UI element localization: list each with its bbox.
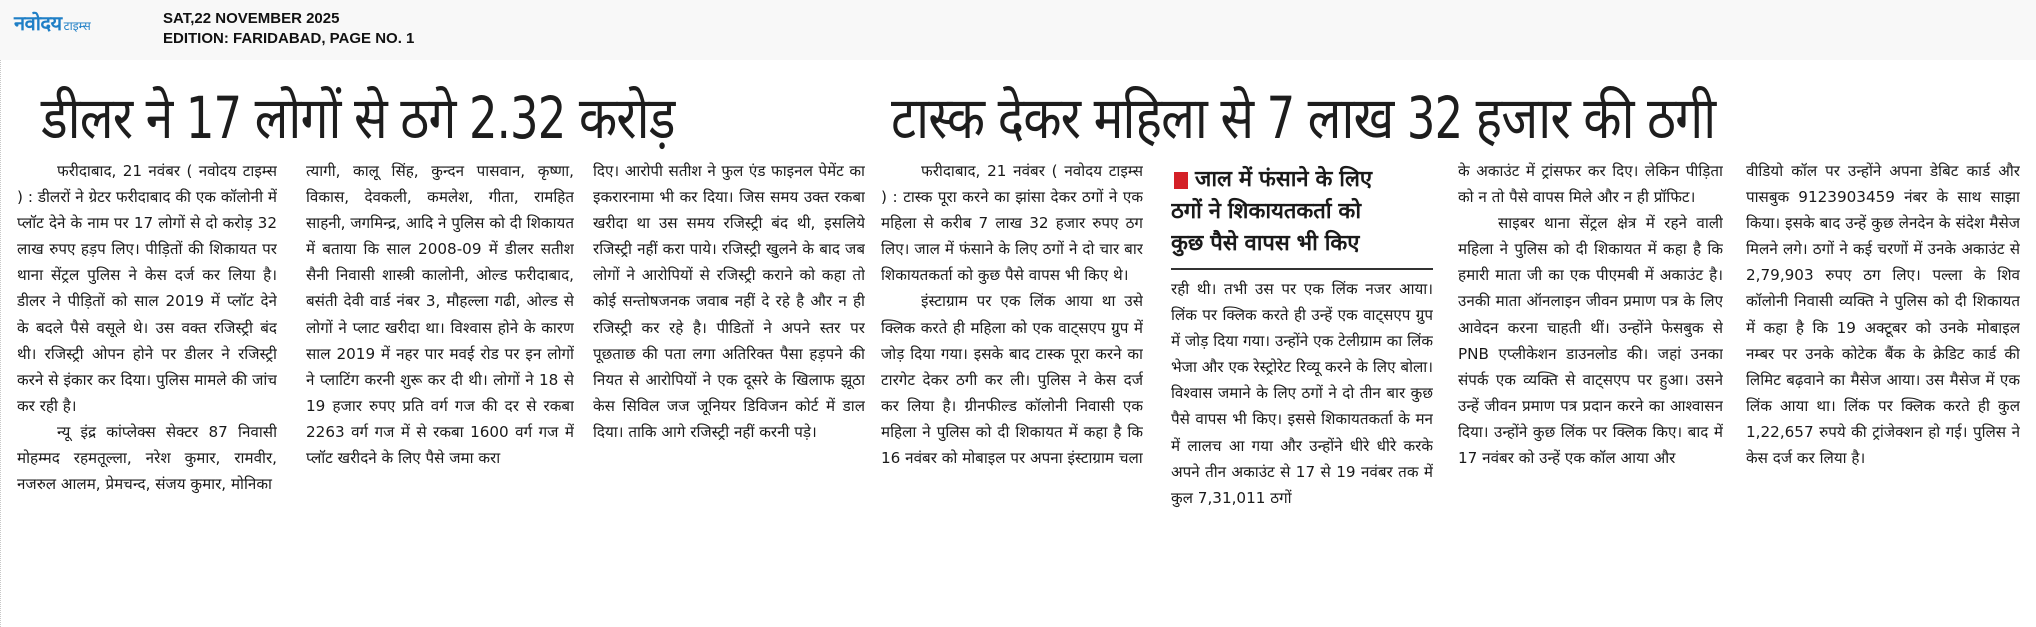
story2-subheadline: [1171, 160, 1433, 270]
story1-col1-para1: फरीदाबाद, 21 नवंबर ( नवोदय टाइम्स ) : डीलरों ने ग्रेटर फरीदाबाद की एक कॉलोनी में प्लॉट देने के नाम पर 17 लोगों से दो करोड़ 32 लाख रुपए हड़प लिए। पीड़ितों की शिकायत पर थाना सेंट्रल पुलिस ने केस दर्ज कर लिया है। डीलर ने पीड़ितों को साल 2019 में प्लॉट देने के बदले पैसे वसूले थे। उस वक्त रजिस्ट्री बंद थी। रजिस्ट्री ओपन होने पर डीलर ने रजिस्ट्री करने से इंकार कर दिया। पुलिस मामले की जांच कर रही है।: [17, 162, 277, 415]
subheadline-line-3: कुछ पैसे वापस भी किए: [1171, 231, 1360, 256]
story2-col3-para1: के अकाउंट में ट्रांसफर कर दिए। लेकिन पीड़िता को न तो पैसे वापस मिले और न ही प्रॉफिट।: [1458, 162, 1723, 207]
story1-column-1: [17, 158, 277, 627]
newspaper-page: [0, 60, 2036, 627]
logo-sub-text: टाइम्स: [63, 19, 91, 33]
edition-info: [163, 9, 414, 49]
story2-col3-para2: साइबर थाना सेंट्रल क्षेत्र में रहने वाली महिला ने पुलिस को दी शिकायत में कहा है कि हमारी माता जी का एक पीएमबी में अकाउंट है। उनकी माता ऑनलाइन जीवन प्रमाण पत्र के लिए आवेदन करना चाहती थीं। उन्होंने फेसबुक से PNB एप्लीकेशन डाउनलोड की। जहां उनका संपर्क एक व्यक्ति से वाट्सएप पर हुआ। उसने उन्हें जीवन प्रमाण पत्र प्रदान करने का आश्वासन दिया। उन्होंने कुछ लिंक पर क्लिक किए। बाद में 17 नवंबर को उन्हें एक कॉल आया और: [1458, 214, 1723, 468]
story2-column-2: [1171, 160, 1433, 627]
story1-col3-para1: दिए। आरोपी सतीश ने फुल एंड फाइनल पेमेंट का इकरारनामा भी कर दिया। जिस समय उक्त रकबा खरीदा था उस समय रजिस्ट्री बंद थी, इसलिये रजिस्ट्री नहीं करा पाये। रजिस्ट्री खुलने के बाद जब लोगों ने आरोपियों से रजिस्ट्री कराने को कहा तो कोई सन्तोषजनक जवाब नहीं दे रहे है और न ही रजिस्ट्री कर रहे है। पीडितों ने अपने स्तर पर पूछताछ की पता लगा अतिरिक्त पैसा हड़पने की नियत से आरोपियों ने एक दूसरे के खिलाफ झूठा केस सिविल जज जूनियर डिविजन कोर्ट में डाल दिया। ताकि आगे रजिस्ट्री नहीं करनी पड़े।: [593, 162, 865, 441]
story1-column-2: [306, 158, 574, 627]
story2-col1-para2: इंस्टाग्राम पर एक लिंक आया था उसे क्लिक करते ही महिला को एक वाट्सएप ग्रुप में जोड़ दिया गया। इसके बाद टास्क पूरा करने का टारगेट देकर ठगी कर ली। पुलिस ने केस दर्ज कर लिया है। ग्रीनफील्ड कॉलोनी निवासी एक महिला ने पुलिस को दी शिकायत में कहा है कि 16 नवंबर को मोबाइल पर अपना इंस्टाग्राम चला: [881, 292, 1143, 468]
edition-header-bar: [0, 0, 2036, 60]
story1-col1-para2: न्यू इंद्र कांप्लेक्स सेक्टर 87 निवासी मोहम्मद रहमतूल्ला, नरेश कुमार, रामवीर, नजरुल आलम, प्रेमचन्द, संजय कुमार, मोनिका: [17, 422, 277, 494]
subheadline-line-2: ठगों ने शिकायतकर्ता को: [1171, 199, 1362, 224]
story1-column-3: [593, 158, 865, 627]
story2-column-1: [881, 158, 1143, 627]
edition-date: SAT,22 NOVEMBER 2025: [163, 10, 340, 27]
story2-column-4: [1746, 158, 2020, 627]
story2-col2-para1: रही थी। तभी उस पर एक लिंक नजर आया। लिंक पर क्लिक करते ही उन्हें एक वाट्सएप ग्रुप में जोड़ दिया गया। उन्होंने एक टेलीग्राम का लिंक भेजा और एक रेस्ट्रोरेट रिव्यू करने के लिए बोला। विश्वास जमाने के लिए ठगों ने दो तीन बार कुछ पैसे वापस भी किए। इससे शिकायतकर्ता के मन में लालच आ गया और उन्होंने धीरे धीरे करके अपने तीन अकाउंट से 17 से 19 नवंबर तक में कुल 7,31,011 ठगों: [1171, 280, 1433, 507]
story2-col1-para1: फरीदाबाद, 21 नवंबर ( नवोदय टाइम्स ) : टास्क पूरा करने का झांसा देकर ठगों ने एक महिला से करीब 7 लाख 32 हजार रुपए ठग लिए। जाल में फंसाने के लिए ठगों ने दो चार बार शिकायतकर्ता को कुछ पैसे वापस भी किए थे।: [881, 162, 1143, 285]
story1-col2-para1: त्यागी, कालू सिंह, कुन्दन पासवान, कृष्णा, विकास, देवकली, कमलेश, गीता, रामहित साहनी, जगमिन्द्र, आदि ने पुलिस को दी शिकायत में बताया कि साल 2008-09 में डीलर सतीश सैनी निवासी शास्त्री कालोनी, ओल्ड फरीदाबाद, बसंती देवी वार्ड नंबर 3, मौहल्ला गढी, ओल्ड से लोगों ने प्लाट खरीदा था। विश्वास होने के कारण साल 2019 में नहर पार मवई रोड पर इन लोगों ने प्लाटिंग करनी शुरू कर दी थी। लोगों ने 18 से 19 हजार रुपए प्रति वर्ग गज की दर से रकबा 2263 वर्ग गज में से रकबा 1600 वर्ग गज में प्लॉट खरीदने के लिए पैसे जमा करा: [306, 162, 574, 468]
story2-column-3: [1458, 158, 1723, 627]
edition-page: EDITION: FARIDABAD, PAGE NO. 1: [163, 30, 415, 47]
story2-headline: टास्क देकर महिला से 7 लाख 32 हजार की ठगी: [891, 84, 1716, 152]
red-square-bullet-icon: [1174, 172, 1188, 189]
subheadline-line-1: जाल में फंसाने के लिए: [1195, 167, 1373, 192]
logo-main-text: नवोदय: [14, 11, 62, 35]
story1-headline: डीलर ने 17 लोगों से ठगे 2.32 करोड़: [41, 84, 675, 152]
story2-col4-para1: वीडियो कॉल पर उन्होंने अपना डेबिट कार्ड और पासबुक 9123903459 नंबर के साथ साझा किया। इसके बाद उन्हें कुछ लेनदेन के संदेश मैसेज मिलने लगे। ठगों ने कई चरणों में उनके अकाउंट से 2,79,903 रुपए ठग लिए। पल्ला के शिव कॉलोनी निवासी व्यक्ति ने पुलिस को दी शिकायत में कहा है कि 19 अक्टूबर को उनके मोबाइल नम्बर पर उनके कोटेक बैंक के क्रेडिट कार्ड की लिमिट बढ़वाने का मैसेज आया। उस मैसेज में एक लिंक आया था। लिंक पर क्लिक करते ही कुल 1,22,657 रुपये की ट्रांजेक्शन हो गई। पुलिस ने केस दर्ज कर लिया है।: [1746, 162, 2020, 468]
newspaper-logo[interactable]: [14, 9, 91, 33]
